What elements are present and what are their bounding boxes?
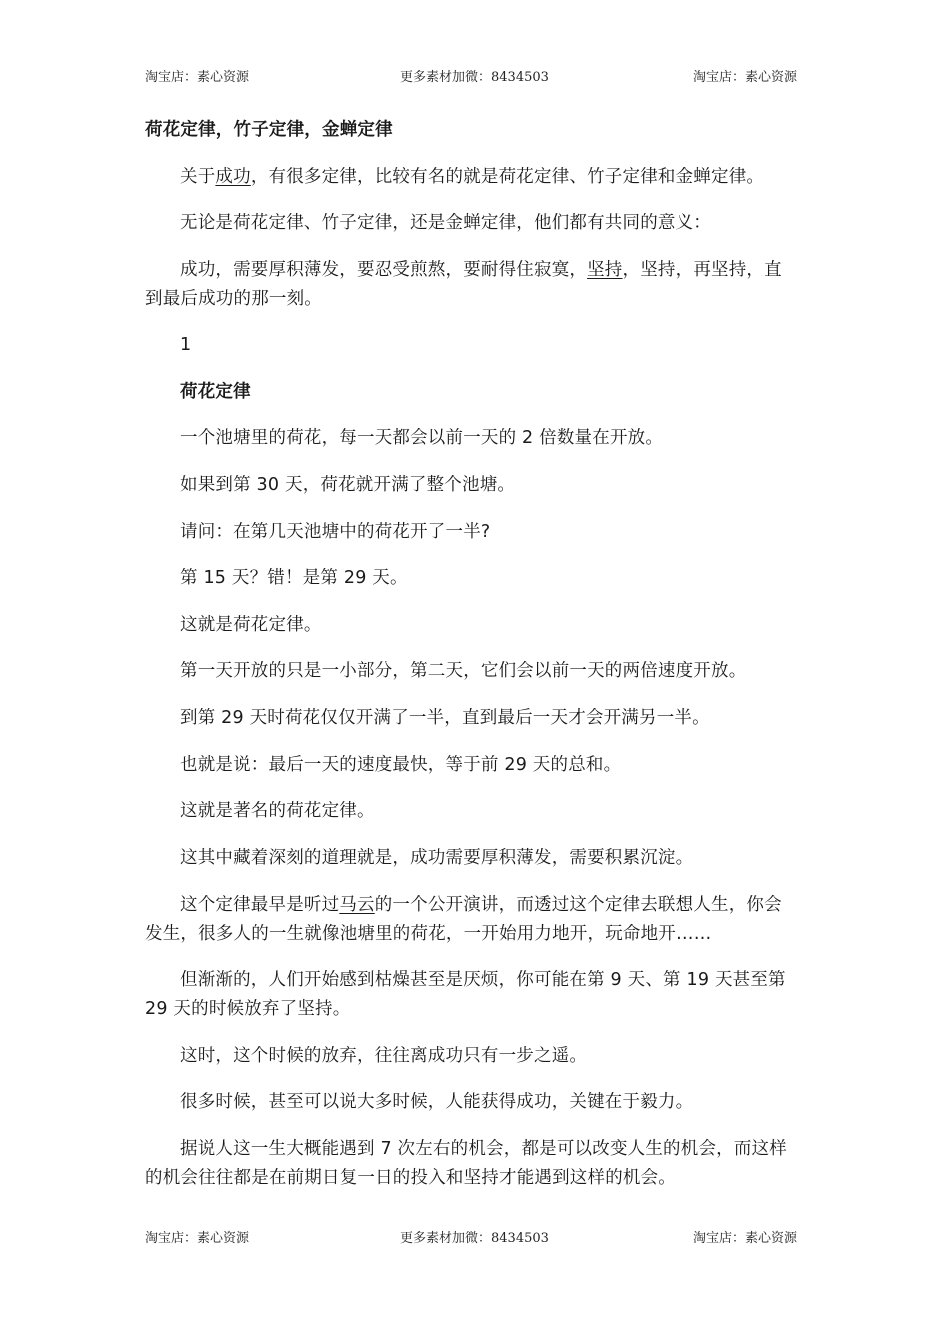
paragraph: 一个池塘里的荷花，每一天都会以前一天的 2 倍数量在开放。 [180,428,664,448]
text-fragment: ，坚持，再坚持，直 [622,260,782,280]
paragraph: 无论是荷花定律、竹子定律，还是金蝉定律，他们都有共同的意义： [180,213,711,233]
text-fragment: 的一个公开演讲，而透过这个定律去联想人生，你会 [374,895,782,915]
text-fragment: ，有很多定律，比较有名的就是荷花定律、竹子定律和金蝉定律。 [250,167,765,187]
paragraph: 如果到第 30 天，荷花就开满了整个池塘。 [180,475,516,495]
text-fragment: 成功，需要厚积薄发，要忍受煎熬，要耐得住寂寞， [180,260,588,280]
paragraph: 到第 29 天时荷花仅仅开满了一半，直到最后一天才会开满另一半。 [180,708,710,728]
footer-right-text: 淘宝店：素心资源 [693,1231,798,1246]
paragraph-intro [180,163,764,191]
header-middle-text: 更多素材加微：8434503 [400,70,549,85]
page-footer [0,1227,950,1251]
paragraph-line: 发生，很多人的一生就像池塘里的荷花，一开始用力地开，玩命地开…… [145,924,712,944]
paragraph-line: 的机会往往都是在前期日复一日的投入和坚持才能遇到这样的机会。 [145,1168,676,1188]
paragraph-line: 到最后成功的那一刻。 [145,289,322,309]
paragraph: 第一天开放的只是一小部分，第二天，它们会以前一天的两倍速度开放。 [180,661,747,681]
paragraph-line: 29 天的时候放弃了坚持。 [145,999,351,1019]
header-left-text: 淘宝店：素心资源 [145,70,250,85]
paragraph: 这就是荷花定律。 [180,615,322,635]
link-success[interactable]: 成功 [215,167,251,187]
link-mayun[interactable]: 马云 [339,895,375,915]
paragraph: 很多时候，甚至可以说大多时候，人能获得成功，关键在于毅力。 [180,1092,694,1112]
paragraph: 也就是说：最后一天的速度最快，等于前 29 天的总和。 [180,755,622,775]
footer-middle-text: 更多素材加微：8434503 [400,1231,549,1246]
link-persist[interactable]: 坚持 [587,260,623,280]
paragraph: 第 15 天？错！是第 29 天。 [180,568,408,588]
paragraph-line [180,891,782,919]
text-fragment: 这个定律最早是听过 [180,895,340,915]
paragraph-line [180,256,782,284]
section-title: 荷花定律 [180,382,251,402]
section-number: 1 [180,335,192,355]
paragraph: 这时，这个时候的放弃，往往离成功只有一步之遥。 [180,1046,588,1066]
footer-left-text: 淘宝店：素心资源 [145,1231,250,1246]
paragraph: 请问：在第几天池塘中的荷花开了一半? [180,522,491,542]
article-title: 荷花定律，竹子定律，金蝉定律 [145,120,393,140]
text-fragment: 关于 [180,167,216,187]
paragraph-line: 据说人这一生大概能遇到 7 次左右的机会，都是可以改变人生的机会，而这样 [180,1139,787,1159]
paragraph-line: 但渐渐的，人们开始感到枯燥甚至是厌烦，你可能在第 9 天、第 19 天甚至第 [180,970,786,990]
paragraph: 这就是著名的荷花定律。 [180,801,375,821]
paragraph: 这其中藏着深刻的道理就是，成功需要厚积薄发，需要积累沉淀。 [180,848,694,868]
header-right-text: 淘宝店：素心资源 [693,70,798,85]
